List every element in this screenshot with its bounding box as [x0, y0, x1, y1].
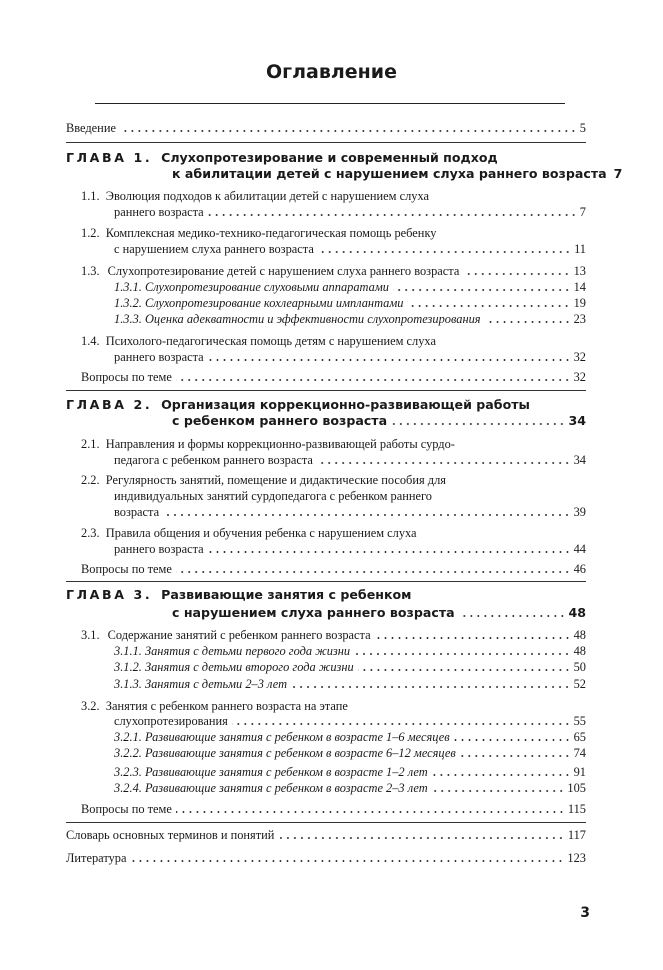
toc-entry-ch3-questions: Вопросы по теме 115 [81, 802, 586, 816]
dot-leader [391, 423, 565, 425]
entry-page: 14 [573, 280, 586, 294]
dot-leader [485, 321, 571, 323]
entry-page: 123 [567, 851, 586, 865]
dot-leader [354, 653, 571, 655]
toc-entry-3-2: 3.2. Занятия с ребенком раннего возраста на этапе [81, 699, 348, 713]
separator [66, 822, 586, 823]
toc-entry-glossary: Словарь основных терминов и понятий 117 [66, 828, 586, 842]
toc-entry-3-1-1: 3.1.1. Занятия с детьми первого года жизни 48 [114, 644, 586, 658]
entry-page: 5 [579, 121, 586, 135]
chapter-1-title-line1: Слухопротезирование и современный подход [161, 150, 498, 165]
toc-entry-1-3-3: 1.3.3. Оценка адекватности и эффективности слухопротезирования 23 [114, 312, 586, 326]
entry-page: 115 [567, 802, 586, 816]
toc-entry-1-2-cont: с нарушением слуха раннего возраста 11 [114, 242, 586, 256]
entry-page: 32 [573, 350, 586, 364]
entry-page: 117 [567, 828, 586, 842]
dot-leader [120, 130, 577, 132]
dot-leader [232, 723, 571, 725]
dot-leader [463, 273, 570, 275]
entry-page: 52 [573, 677, 586, 691]
dot-leader [208, 359, 571, 361]
entry-page: 48 [568, 605, 586, 620]
entry-page: 74 [573, 746, 586, 760]
dot-leader [130, 860, 564, 862]
dot-leader [318, 251, 571, 253]
dot-leader [432, 790, 565, 792]
entry-page: 105 [567, 781, 586, 795]
dot-leader [459, 615, 566, 617]
dot-leader [208, 214, 577, 216]
dot-leader [176, 811, 565, 813]
entry-page: 34 [568, 413, 586, 428]
chapter-3-prefix: ГЛАВА 3. [66, 587, 153, 602]
entry-page: 91 [573, 765, 586, 779]
toc-entry-3-2-1: 3.2.1. Развивающие занятия с ребенком в возрасте 1–6 месяцев 65 [114, 730, 586, 744]
separator [66, 142, 586, 143]
toc-entry-literature: Литература 123 [66, 851, 586, 865]
entry-page: 34 [573, 453, 586, 467]
toc-entry-2-1: 2.1. Направления и формы коррекционно-развивающей работы сурдо- [81, 437, 455, 451]
chapter-3-heading [66, 587, 586, 603]
toc-entry-3-1-2: 3.1.2. Занятия с детьми второго года жизни 50 [114, 660, 586, 674]
toc-entry-2-3: 2.3. Правила общения и обучения ребенка с нарушением слуха [81, 526, 417, 540]
entry-page: 48 [573, 644, 586, 658]
toc-entry-ch2-questions: Вопросы по теме 46 [81, 562, 586, 576]
toc-entry-3-1-3: 3.1.3. Занятия с детьми 2–3 лет 52 [114, 677, 586, 691]
toc-entry-ch1-questions: Вопросы по теме 32 [81, 370, 586, 384]
dot-leader [208, 551, 571, 553]
chapter-2-title-line2: с ребенком раннего возраста 34 [172, 413, 586, 428]
page-number: 3 [580, 905, 590, 921]
entry-page: 39 [573, 505, 586, 519]
toc-entry-1-4-cont: раннего возраста 32 [114, 350, 586, 364]
separator [66, 581, 586, 582]
dot-leader [163, 514, 570, 516]
entry-page: 44 [573, 542, 586, 556]
toc-entry-3-1: 3.1. Содержание занятий с ребенком раннего возраста 48 [81, 628, 586, 642]
toc-entry-2-1-cont: педагога с ребенком раннего возраста 34 [114, 453, 586, 467]
toc-entry-1-2: 1.2. Комплексная медико-технико-педагогическая помощь ребенку [81, 226, 437, 240]
dot-leader [432, 774, 571, 776]
chapter-1-title-line2: к абилитации детей с нарушением слуха раннего возраста 7 [172, 166, 623, 181]
entry-page: 7 [613, 166, 623, 181]
toc-entry-1-3: 1.3. Слухопротезирование детей с нарушением слуха раннего возраста 13 [81, 264, 586, 278]
entry-page: 48 [573, 628, 586, 642]
dot-leader [317, 462, 571, 464]
entry-page: 13 [573, 264, 586, 278]
entry-page: 7 [579, 205, 586, 219]
dot-leader [460, 755, 571, 757]
toc-entry-1-3-2: 1.3.2. Слухопротезирование кохлеарными имплантами 19 [114, 296, 586, 310]
chapter-2-heading [66, 397, 586, 413]
chapter-1-heading [66, 150, 586, 166]
toc-entry-2-3-cont: раннего возраста 44 [114, 542, 586, 556]
toc-entry-2-2-cont2: возраста 39 [114, 505, 586, 519]
entry-page: 32 [573, 370, 586, 384]
dot-leader [176, 379, 571, 381]
toc-entry-3-2-cont: слухопротезирования 55 [114, 714, 586, 728]
chapter-2-prefix: ГЛАВА 2. [66, 397, 153, 412]
dot-leader [278, 837, 564, 839]
title-rule [95, 103, 565, 104]
entry-page: 11 [574, 242, 586, 256]
entry-page: 46 [573, 562, 586, 576]
toc-entry-1-4: 1.4. Психолого-педагогическая помощь детям с нарушением слуха [81, 334, 436, 348]
chapter-1-prefix: ГЛАВА 1. [66, 150, 153, 165]
toc-entry-2-2: 2.2. Регулярность занятий, помещение и дидактические пособия для [81, 473, 446, 487]
entry-page: 23 [573, 312, 586, 326]
dot-leader [358, 669, 571, 671]
dot-leader [176, 571, 571, 573]
toc-entry-2-2-cont: индивидуальных занятий сурдопедагога с ребенком раннего [114, 489, 432, 503]
entry-page: 50 [573, 660, 586, 674]
chapter-2-title-line1: Организация коррекционно-развивающей работы [161, 397, 530, 412]
dot-leader [407, 305, 570, 307]
dot-leader [291, 686, 571, 688]
toc-entry-1-1-cont: раннего возраста 7 [114, 205, 586, 219]
entry-page: 65 [573, 730, 586, 744]
toc-entry-3-2-4: 3.2.4. Развивающие занятия с ребенком в возрасте 2–3 лет 105 [114, 781, 586, 795]
toc-entry-intro [66, 120, 586, 136]
entry-page: 55 [573, 714, 586, 728]
dot-leader [454, 739, 571, 741]
page-title: Оглавление [266, 61, 397, 83]
separator [66, 390, 586, 391]
toc-entry-3-2-3: 3.2.3. Развивающие занятия с ребенком в возрасте 1–2 лет 91 [114, 765, 586, 779]
toc-entry-3-2-2: 3.2.2. Развивающие занятия с ребенком в возрасте 6–12 месяцев 74 [114, 746, 586, 760]
chapter-3-title-line1: Развивающие занятия с ребенком [161, 587, 412, 602]
entry-page: 19 [573, 296, 586, 310]
chapter-3-title-line2: с нарушением слуха раннего возраста 48 [172, 605, 586, 620]
toc-entry-1-1: 1.1. Эволюция подходов к абилитации детей с нарушением слуха [81, 189, 430, 203]
entry-label: Введение [66, 121, 116, 135]
dot-leader [393, 289, 571, 291]
dot-leader [375, 637, 571, 639]
toc-entry-1-3-1: 1.3.1. Слухопротезирование слуховыми аппаратами 14 [114, 280, 586, 294]
